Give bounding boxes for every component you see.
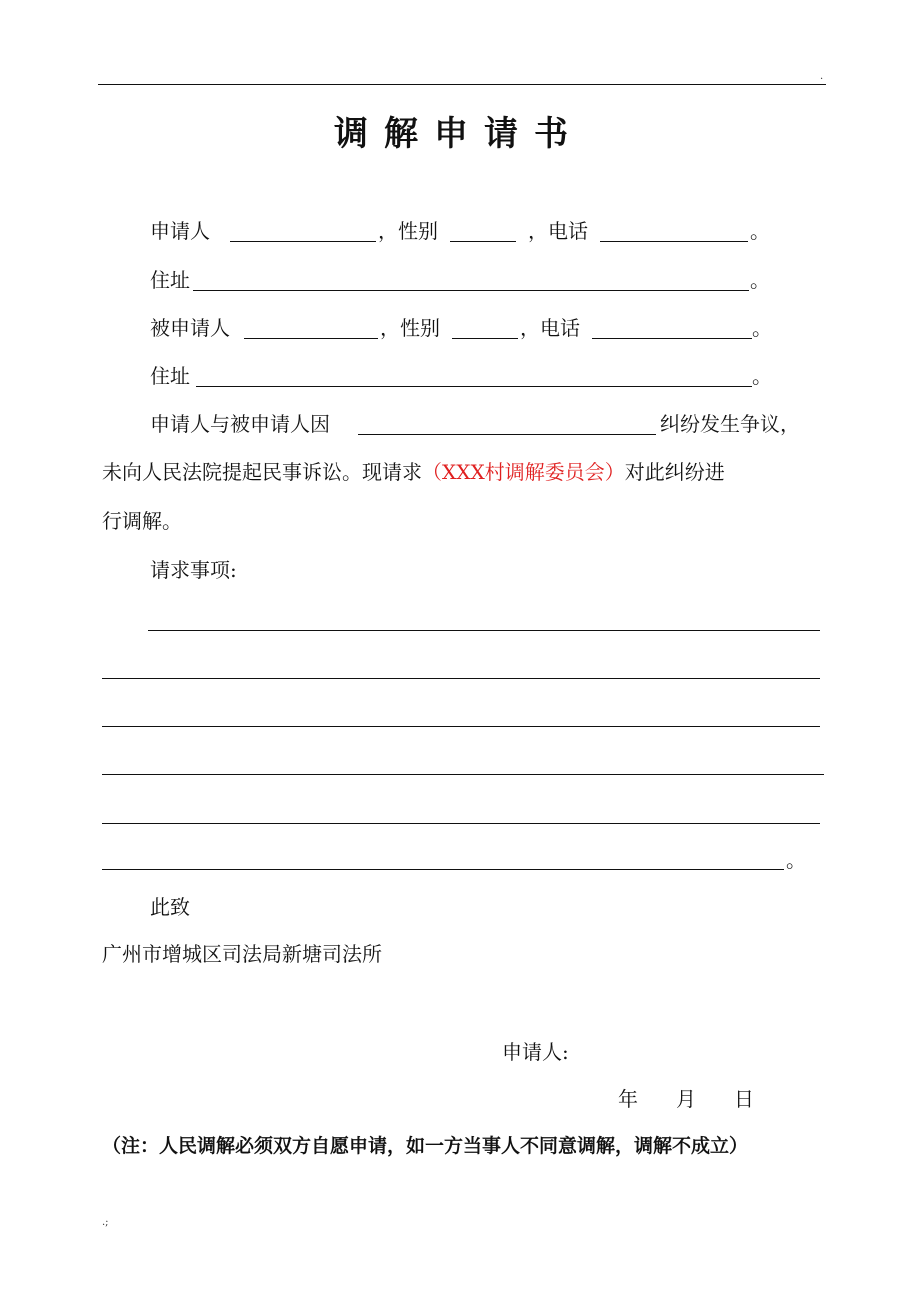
signature-label: 申请人: [502,1040,569,1064]
respondent-gender-label: ，性别 [380,316,440,340]
applicant-phone-label: ，电话 [528,219,588,243]
respondent-label: 被申请人 [150,316,230,340]
applicant-address-field[interactable] [193,290,749,291]
respondent-phone-field[interactable] [592,338,752,339]
request-line-3[interactable] [102,726,820,727]
applicant-gender-field[interactable] [450,241,516,242]
requests-label: 请求事项: [150,558,237,582]
dispute-line3: 行调解。 [102,509,182,533]
mediation-committee: （XXX村调解委员会） [422,460,625,484]
dispute-after-blank: 纠纷发生争议， [660,412,800,436]
recipient: 广州市增城区司法局新塘司法所 [102,942,382,966]
respondent-gender-field[interactable] [452,338,518,339]
page-title: 调解申请书 [334,114,584,154]
respondent-address-end: 。 [752,364,772,388]
salutation: 此致 [150,895,190,919]
footer-mark: .; [102,1217,109,1228]
applicant-gender-label: ，性别 [378,219,438,243]
dispute-line2-suffix: 对此纠纷进 [624,460,725,484]
applicant-address-label: 住址 [150,268,190,292]
dispute-reason-field[interactable] [358,434,656,435]
request-line-1[interactable] [148,630,820,631]
corner-mark: . [820,71,824,82]
respondent-name-field[interactable] [244,338,378,339]
date-day: 日 [734,1087,754,1111]
request-line-5[interactable] [102,823,820,824]
dispute-intro: 申请人与被申请人因 [150,412,330,436]
request-line-2[interactable] [102,678,820,679]
header-rule [98,84,826,85]
dispute-line2-prefix: 未向人民法院提起民事诉讼。现请求 [102,460,422,484]
respondent-end: 。 [752,316,772,340]
respondent-phone-label: ，电话 [520,316,580,340]
date-month: 月 [676,1087,696,1111]
applicant-name-field[interactable] [230,241,376,242]
date-year: 年 [618,1087,638,1111]
dispute-line2 [102,460,725,484]
applicant-label: 申请人 [150,219,210,243]
requests-end: 。 [786,848,806,872]
applicant-address-end: 。 [750,268,770,292]
respondent-address-field[interactable] [196,386,752,387]
applicant-end: 。 [750,219,770,243]
request-line-4[interactable] [102,774,824,775]
applicant-phone-field[interactable] [600,241,748,242]
request-line-6[interactable] [102,869,784,870]
respondent-address-label: 住址 [150,364,190,388]
legal-note: （注：人民调解必须双方自愿申请，如一方当事人不同意调解，调解不成立） [102,1135,749,1157]
